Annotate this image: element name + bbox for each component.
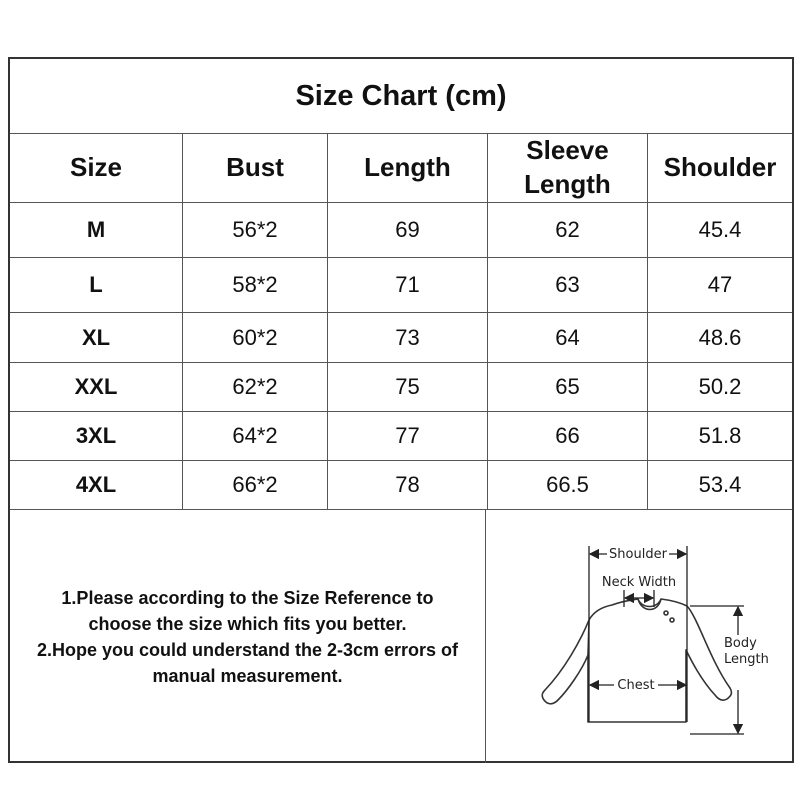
table-row (10, 313, 792, 363)
size-cell: M (10, 203, 183, 258)
table-row (10, 412, 792, 461)
size-cell: XXL (10, 363, 183, 412)
bust-cell: 62*2 (183, 363, 328, 412)
length-cell: 77 (328, 412, 488, 461)
table-row (10, 461, 792, 510)
size-chart (8, 57, 794, 763)
table-row (10, 203, 792, 258)
column-header-sleeve-length: Sleeve Length (488, 134, 648, 203)
info-section (10, 509, 792, 763)
measurement-notes (10, 510, 486, 763)
shoulder-cell: 50.2 (648, 363, 793, 412)
measurement-diagram (486, 510, 794, 763)
body-length-label: Body Length (724, 636, 769, 667)
bust-cell: 60*2 (183, 313, 328, 363)
bust-cell: 66*2 (183, 461, 328, 510)
length-cell: 69 (328, 203, 488, 258)
shoulder-cell: 53.4 (648, 461, 793, 510)
shoulder-cell: 47 (648, 258, 793, 313)
note-1: 1.Please according to the Size Reference to choose the size which fits you better. (61, 587, 434, 634)
shirt-outline-icon (542, 599, 731, 722)
sleeve-length-cell: 63 (488, 258, 648, 313)
shoulder-label: Shoulder (609, 547, 667, 562)
sleeve-length-cell: 65 (488, 363, 648, 412)
table-row (10, 363, 792, 412)
bust-cell: 56*2 (183, 203, 328, 258)
shoulder-cell: 48.6 (648, 313, 793, 363)
shoulder-cell: 45.4 (648, 203, 793, 258)
size-cell: 3XL (10, 412, 183, 461)
shirt-diagram (486, 510, 794, 764)
sleeve-length-cell: 66.5 (488, 461, 648, 510)
length-cell: 78 (328, 461, 488, 510)
column-header-length: Length (328, 134, 488, 203)
size-cell: XL (10, 313, 183, 363)
sleeve-length-cell: 66 (488, 412, 648, 461)
chest-label: Chest (617, 678, 655, 693)
length-cell: 73 (328, 313, 488, 363)
column-header-bust: Bust (183, 134, 328, 203)
sleeve-length-cell: 64 (488, 313, 648, 363)
column-header-size: Size (10, 134, 183, 203)
shoulder-cell: 51.8 (648, 412, 793, 461)
column-header-shoulder: Shoulder (648, 134, 793, 203)
note-2: 2.Hope you could understand the 2-3cm errors of manual measurement. (36, 639, 459, 686)
bust-cell: 64*2 (183, 412, 328, 461)
length-cell: 75 (328, 363, 488, 412)
neck-width-label: Neck Width (601, 575, 677, 590)
length-cell: 71 (328, 258, 488, 313)
size-cell: 4XL (10, 461, 183, 510)
bust-cell: 58*2 (183, 258, 328, 313)
table-header-row (10, 134, 792, 203)
table-row (10, 258, 792, 313)
size-table (10, 134, 792, 510)
chart-title: Size Chart (cm) (10, 59, 792, 134)
size-cell: L (10, 258, 183, 313)
sleeve-length-cell: 62 (488, 203, 648, 258)
